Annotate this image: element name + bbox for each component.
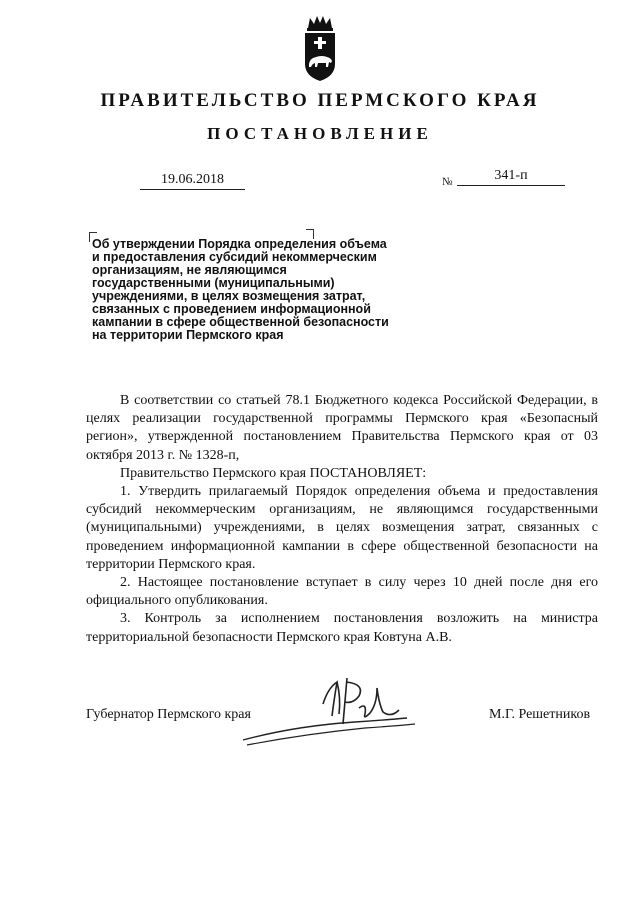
signatory-name: М.Г. Решетников xyxy=(489,707,591,722)
paragraph-resolution: Правительство Пермского края ПОСТАНОВЛЯЕТ: xyxy=(120,465,427,481)
document-type: ПОСТАНОВЛЕНИЕ xyxy=(207,124,433,143)
coat-of-arms-icon xyxy=(300,14,340,84)
organization-name: ПРАВИТЕЛЬСТВО ПЕРМСКОГО КРАЯ xyxy=(100,90,540,111)
paragraph-item-2: 2. Настоящее постановление вступает в силу через 10 дней после дня его официального опубликования. xyxy=(86,575,598,609)
signature-icon xyxy=(225,668,425,753)
paragraph-item-3: 3. Контроль за исполнением постановления возложить на министра территориальной безопасности Пермского края Ковтуна А.В. xyxy=(86,611,598,645)
document-date: 19.06.2018 xyxy=(140,172,245,190)
paragraph-preamble: В соответствии со статьей 78.1 Бюджетного кодекса Российской Федерации, в целях реализации государственной программы Пермского края «Безопасный регион», утвержденной постановлением Правительства Пермского края от 03 октября 2013 г. № 1328-п, xyxy=(86,393,598,463)
document-body xyxy=(86,392,598,647)
document-title: Об утверждении Порядка определения объема и предоставления субсидий некоммерческим организациям, не являющимся государственными (муниципальными) учреждениями, в целях возмещения затрат, связанных с проведением информационной кампании в сфере общественной безопасности на территории Пермского края xyxy=(92,237,389,342)
number-label: № xyxy=(442,176,453,188)
paragraph-item-1: 1. Утвердить прилагаемый Порядок определения объема и предоставления субсидий некоммерческим организациям, не являющимся государственными (муниципальными) учреждениями, в целях возмещения затрат, связанных с проведением информационной кампании в сфере общественной безопасности на территории Пермского края. xyxy=(86,484,598,572)
signatory-position: Губернатор Пермского края xyxy=(86,707,251,722)
document-number: 341-п xyxy=(457,168,565,186)
